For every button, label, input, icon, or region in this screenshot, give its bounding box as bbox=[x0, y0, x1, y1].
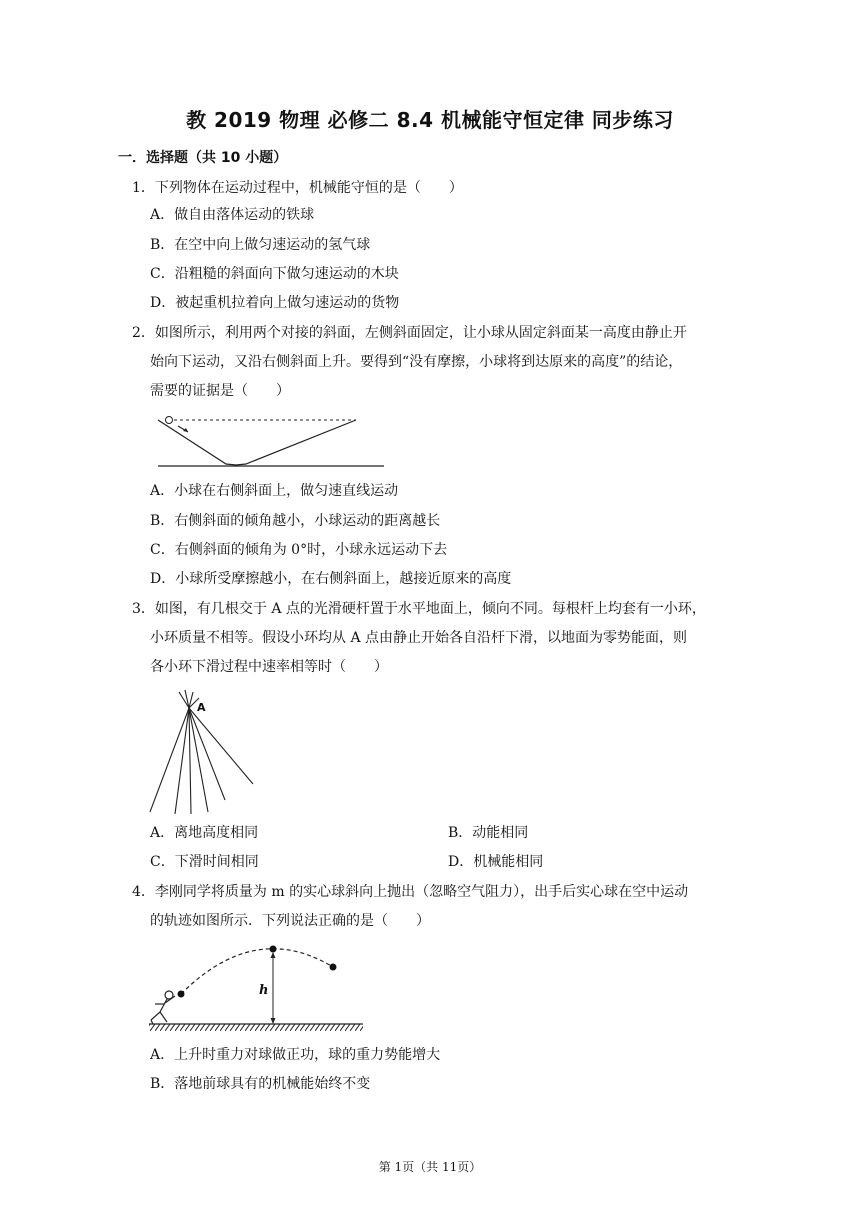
q4-ball-start bbox=[178, 991, 185, 998]
q3-option-a: A．离地高度相同 bbox=[150, 825, 259, 841]
q3-option-d: D．机械能相同 bbox=[448, 854, 544, 870]
q4-thrower-figure-icon bbox=[151, 991, 175, 1024]
q2-stem-line3: 需要的证据是（ ） bbox=[150, 383, 290, 399]
q2-incline-figure bbox=[150, 408, 390, 472]
q2-option-a: A．小球在右侧斜面上，做匀速直线运动 bbox=[150, 483, 399, 499]
q1-option-c: C．沿粗糙的斜面向下做匀速运动的木块 bbox=[150, 266, 399, 282]
q2-ball bbox=[166, 417, 173, 424]
q4-option-b: B．落地前球具有的机械能始终不变 bbox=[150, 1076, 371, 1092]
page-footer: 第 1页（共 11页） bbox=[378, 1160, 482, 1174]
q2-stem-line1: 2．如图所示，利用两个对接的斜面，左侧斜面固定，让小球从固定斜面某一高度由静止开 bbox=[132, 325, 687, 341]
q4-ground-hatch bbox=[149, 1024, 363, 1031]
q2-incline-surface bbox=[158, 420, 356, 465]
q4-ball-end bbox=[330, 964, 337, 971]
q4-ball-peak bbox=[270, 946, 277, 953]
q3-stem-line2: 小环质量不相等。假设小环均从 A 点由静止开始各自沿杆下滑，以地面为零势能面，则 bbox=[150, 630, 688, 646]
q3-option-c: C．下滑时间相同 bbox=[150, 854, 259, 870]
page-title: 教 2019 物理 必修二 8.4 机械能守恒定律 同步练习 bbox=[186, 108, 674, 132]
q3-stem-line3: 各小环下滑过程中速率相等时（ ） bbox=[150, 659, 388, 675]
q2-option-d: D．小球所受摩擦越小，在右侧斜面上，越接近原来的高度 bbox=[150, 571, 512, 587]
q3-point-label: A bbox=[197, 701, 206, 714]
q4-option-a: A．上升时重力对球做正功，球的重力势能增大 bbox=[150, 1047, 441, 1063]
q4-stem-line2: 的轨迹如图所示．下列说法正确的是（ ） bbox=[150, 913, 430, 929]
q4-trajectory-path bbox=[181, 949, 333, 994]
q2-option-c: C．右侧斜面的倾角为 0°时，小球永远运动下去 bbox=[150, 542, 448, 558]
q4-height-label: h bbox=[259, 983, 269, 998]
q1-option-a: A．做自由落体运动的铁球 bbox=[150, 207, 315, 223]
q3-option-b: B．动能相同 bbox=[448, 825, 529, 841]
q1-stem: 1．下列物体在运动过程中，机械能守恒的是（ ） bbox=[132, 180, 463, 196]
q3-stem-line1: 3．如图，有几根交于 A 点的光滑硬杆置于水平地面上，倾向不同。每根杆上均套有一小环， bbox=[132, 601, 706, 617]
q4-trajectory-figure bbox=[145, 940, 370, 1036]
q4-stem-line1: 4．李刚同学将质量为 m 的实心球斜向上抛出（忽略空气阻力），出手后实心球在空中运动 bbox=[132, 884, 689, 900]
q1-option-d: D．被起重机拉着向上做匀速运动的货物 bbox=[150, 295, 400, 311]
q2-option-b: B．右侧斜面的倾角越小，小球运动的距离越长 bbox=[150, 513, 441, 529]
q1-option-b: B．在空中向上做匀速运动的氢气球 bbox=[150, 237, 371, 253]
q2-stem-line2: 始向下运动，又沿右侧斜面上升。要得到“没有摩擦，小球将到达原来的高度”的结论， bbox=[150, 354, 683, 370]
section-heading: 一．选择题（共 10 小题） bbox=[118, 150, 288, 166]
q3-rods-figure bbox=[145, 688, 265, 816]
